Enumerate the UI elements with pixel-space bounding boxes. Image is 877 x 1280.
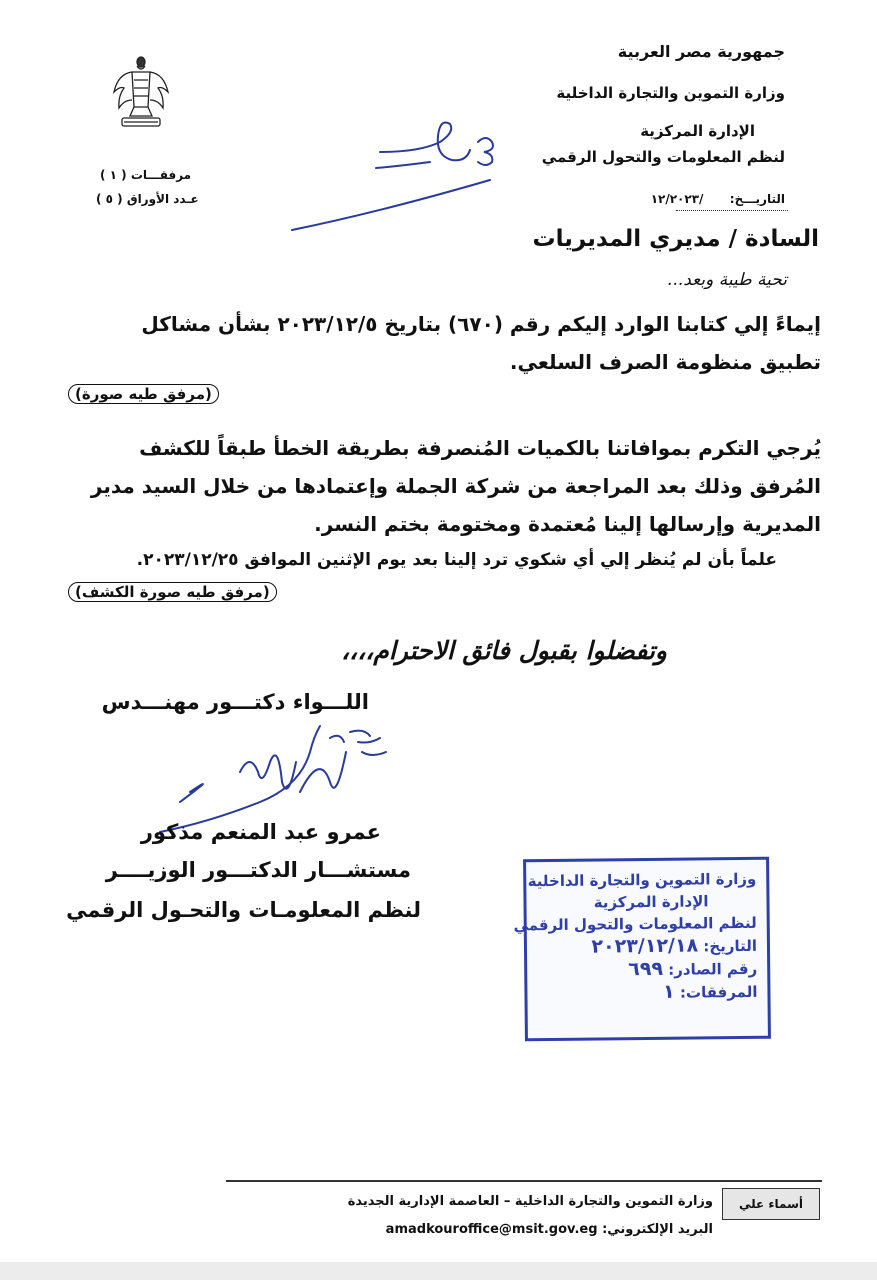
- date-row: [651, 192, 785, 206]
- department-name: لنظم المعلومات والتحول الرقمي: [541, 148, 785, 166]
- stamp-department: لنظم المعلومات والتحول الرقمي: [513, 913, 757, 935]
- stamp-attachments-value: ١: [663, 980, 675, 1003]
- footer-divider: [226, 1180, 822, 1182]
- central-admin: الإدارة المركزية: [640, 122, 755, 140]
- pages-count: عـدد الأوراق ( ٥ ): [96, 192, 199, 206]
- greeting: تحية طيبة وبعد...: [667, 270, 787, 290]
- paragraph-2-line-1: يُرجي التكرم بموافاتنا بالكميات المُنصرفة بطريقة الخطأ طبقاً للكشف: [139, 436, 821, 460]
- attachment-note-1: (مرفق طيه صورة): [68, 384, 219, 404]
- ministry-name: وزارة التموين والتجارة الداخلية: [556, 84, 785, 102]
- republic-name: جمهورية مصر العربية: [617, 42, 785, 61]
- signer-name: عمرو عبد المنعم مذكور: [140, 820, 381, 844]
- paragraph-2-line-3: المديرية وإرسالها إلينا مُعتمدة ومختومة بختم النسر.: [314, 512, 821, 536]
- stamp-ministry: وزارة التموين والتجارة الداخلية: [527, 869, 757, 891]
- paragraph-3-line-1: علماً بأن لم يُنظر إلي أي شكوي ترد إلينا بعد يوم الإثنين الموافق ٢٠٢٣/١٢/٢٥.: [136, 550, 777, 570]
- stamp-date-value: ٢٠٢٣/١٢/١٨: [591, 934, 699, 958]
- stamp-date-label: التاريخ:: [703, 936, 758, 956]
- scan-edge-strip: [0, 1262, 877, 1280]
- signer-department: لنظم المعلومـات والتحـول الرقمي: [66, 898, 421, 922]
- signer-title: مستشـــار الدكتـــور الوزيــــر: [105, 858, 411, 882]
- stamp-number-label: رقم الصادر:: [668, 959, 758, 979]
- footer-address: وزارة التموين والتجارة الداخلية – العاصمة الإدارية الجديدة: [347, 1194, 713, 1209]
- stamp-attachments-row: [537, 980, 757, 1005]
- handwritten-initials-icon: [280, 112, 520, 236]
- addressee: السادة / مديري المديريات: [532, 226, 819, 252]
- footer-email-label: البريد الإلكتروني:: [602, 1222, 713, 1237]
- footer-name-box: أسماء علي: [722, 1188, 820, 1220]
- stamp-number-value: ٦٩٩: [628, 957, 664, 981]
- stamp-number-row: [537, 957, 757, 982]
- closing-line: وتفضلوا بقبول فائق الاحترام،،،،: [341, 636, 667, 665]
- signer-rank: اللـــواء دكتـــور مهنـــدس: [101, 690, 369, 714]
- eagle-emblem-icon: [110, 52, 172, 134]
- paragraph-1-line-2: تطبيق منظومة الصرف السلعي.: [509, 350, 821, 374]
- attachment-note-2: (مرفق طيه صورة الكشف): [68, 582, 277, 602]
- paragraph-2-line-2: المُرفق وذلك بعد المراجعة من شركة الجملة وإعتمادها من خلال السيد مدير: [90, 474, 821, 498]
- official-stamp: [513, 857, 771, 1042]
- stamp-admin: الإدارة المركزية: [593, 892, 709, 912]
- date-label: التاريـــخ:: [729, 192, 785, 206]
- stamp-date-row: [537, 934, 757, 959]
- date-underline: [676, 210, 788, 211]
- footer-email: amadkouroffice@msit.gov.eg: [385, 1222, 598, 1237]
- paragraph-1-line-1: إيماءً إلي كتابنا الوارد إليكم رقم (٦٧٠) بتاريخ ٢٠٢٣/١٢/٥ بشأن مشاكل: [141, 312, 821, 336]
- footer-email-row: [386, 1222, 713, 1237]
- stamp-attachments-label: المرفقات:: [679, 982, 758, 1002]
- date-value: /١٢/٢٠٢٣: [650, 192, 704, 206]
- attachments-count: مرفقـــات ( ١ ): [100, 168, 192, 182]
